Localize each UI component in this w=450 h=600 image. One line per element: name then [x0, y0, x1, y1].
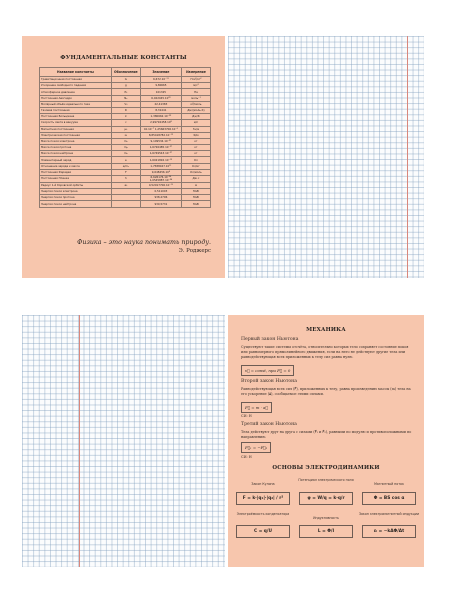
const-name: Радиус 1-й боровской орбиты — [40, 182, 112, 188]
law1-formula: v⃗ = const, при F⃗ = 0 — [241, 365, 294, 376]
const-name: Газовая постоянная — [40, 107, 112, 113]
const-name: Масса покоя электрона — [40, 138, 112, 144]
const-name: Отношение заряда к массе — [40, 163, 112, 169]
const-value: 6,626176·10⁻³⁴ 1,0545887·10⁻³⁴ — [140, 176, 181, 183]
const-name: Гравитационная постоянная — [40, 77, 112, 83]
const-value: 9,648456·10⁴ — [140, 169, 181, 175]
const-unit: м/с — [181, 120, 210, 126]
const-value: 0,52917706·10⁻¹⁰ — [140, 182, 181, 188]
const-symbol: μ₀ — [111, 126, 140, 132]
law2-text: Равнодействующая всех сил (F⃗), приложенных к телу, равна произведению массы (m) тела на его ускорение (a⃗), сообщаемое этими силами. — [241, 387, 411, 396]
const-value: 939,5731 — [140, 201, 181, 207]
const-name: Электрическая постоянная — [40, 132, 112, 138]
law3-si: СИ: Н — [241, 455, 252, 459]
const-symbol: ε₀ — [111, 132, 140, 138]
grid-page-top-right — [228, 36, 424, 278]
table-row — [40, 176, 211, 183]
margin-line — [407, 36, 408, 278]
const-unit: Дж·с — [181, 176, 210, 183]
const-unit: МэВ — [181, 195, 210, 201]
const-value: 101325 — [140, 89, 181, 95]
const-value: 9,109534·10⁻³¹ — [140, 138, 181, 144]
const-symbol: k — [111, 114, 140, 120]
const-symbol: e/mₑ — [111, 163, 140, 169]
const-symbol: g — [111, 83, 140, 89]
const-symbol: mₑ — [111, 138, 140, 144]
const-value: 1,6726485·10⁻²⁷ — [140, 145, 181, 151]
const-name: Постоянная Больцмана — [40, 114, 112, 120]
law3-text: Тела действуют друг на друга с силами (F⃗₁ и F⃗₂), равными по модулю и противоположными по направлению. — [241, 430, 412, 439]
law1-title: Первый закон Ньютона — [241, 337, 299, 342]
const-symbol: h — [111, 176, 140, 183]
const-name: Энергия покоя нейтрона — [40, 201, 112, 207]
const-unit: м³/моль — [181, 101, 210, 107]
electro-formula: Φ = BS cos α — [362, 492, 416, 505]
const-symbol: Nₐ — [111, 95, 140, 101]
const-value: 2,99792458·10⁸ — [140, 120, 181, 126]
const-value: 1,380662·10⁻²³ — [140, 114, 181, 120]
law1-text: Существуют такие системы отсчёта, относительно которых тело сохраняет состояние покоя или равномерного прямолинейного движения, если на него не действуют другие тела или равнодействующая всех приложенных к телу сил равна нулю. — [241, 345, 409, 359]
const-unit: Дж/(моль·К) — [181, 107, 210, 113]
const-unit: кг — [181, 145, 210, 151]
const-symbol: V₀ — [111, 101, 140, 107]
const-value: 6,022045·10²³ — [140, 95, 181, 101]
mechanics-cover — [228, 315, 424, 567]
electro-label: Закон электромагнитной индукции — [358, 512, 420, 516]
law2-si: СИ: Н — [241, 414, 252, 418]
const-unit: м/с² — [181, 83, 210, 89]
law2-title: Второй закон Ньютона — [241, 379, 297, 384]
const-name: Постоянная Фарадея — [40, 169, 112, 175]
const-symbol: F — [111, 169, 140, 175]
const-symbol: mₙ — [111, 151, 140, 157]
const-unit: Гн/м — [181, 126, 210, 132]
const-symbol: R — [111, 107, 140, 113]
const-unit: кг — [181, 151, 210, 157]
const-name: Постоянная Планка — [40, 176, 112, 183]
const-symbol: a₀ — [111, 182, 140, 188]
const-value: 22,41383 — [140, 101, 181, 107]
const-unit: Кл/моль — [181, 169, 210, 175]
const-unit: МэВ — [181, 189, 210, 195]
const-name: Скорость света в вакууме — [40, 120, 112, 126]
const-name: Ускорение свободного падения — [40, 83, 112, 89]
const-name: Молярный объём идеального газа — [40, 101, 112, 107]
const-symbol: mₚ — [111, 145, 140, 151]
electro-formula: φ = W/q = k·q/r — [299, 492, 353, 505]
electro-title: ОСНОВЫ ЭЛЕКТРОДИНАМИКИ — [272, 465, 380, 471]
const-value: 938,2796 — [140, 195, 181, 201]
electro-label: Потенциал электрического поля — [298, 478, 354, 482]
const-unit: кг — [181, 138, 210, 144]
law3-formula: F⃗₁ = −F⃗₂ — [241, 442, 271, 453]
col-value: Значение — [140, 68, 181, 77]
electro-formula: F = k·|q₁|·|q₂| / r² — [236, 492, 290, 505]
const-unit: Па — [181, 89, 210, 95]
constants-body — [40, 77, 211, 208]
const-name: Элементарный заряд — [40, 157, 112, 163]
const-symbol: G — [111, 77, 140, 83]
col-unit: Измерение — [181, 68, 210, 77]
const-name: Магнитная постоянная — [40, 126, 112, 132]
const-name: Масса покоя нейтрона — [40, 151, 112, 157]
const-value: 0,511003 — [140, 189, 181, 195]
col-name: Название константы — [40, 68, 112, 77]
table-row — [40, 201, 211, 207]
const-value: 9,80665 — [140, 83, 181, 89]
const-value: 6,672·10⁻¹¹ — [140, 77, 181, 83]
electro-label: Магнитный поток — [374, 482, 404, 486]
const-name: Атмосферное давление — [40, 89, 112, 95]
const-symbol: P₀ — [111, 89, 140, 95]
const-unit: Н·м²/кг² — [181, 77, 210, 83]
constants-title: ФУНДАМЕНТАЛЬНЫЕ КОНСТАНТЫ — [60, 55, 187, 61]
law2-formula: F⃗ = m · a⃗ — [241, 402, 272, 413]
const-value: 8,85418782·10⁻¹² — [140, 132, 181, 138]
electro-formula: εᵢ = −kΔΦ/Δt — [362, 525, 416, 538]
quote-author: Э. Роджерс — [178, 248, 211, 254]
const-unit: м — [181, 182, 210, 188]
quote-block — [31, 238, 211, 256]
electro-label: Закон Кулона — [251, 482, 275, 486]
const-value: 8,31441 — [140, 107, 181, 113]
const-unit: Ф/м — [181, 132, 210, 138]
const-unit: Кл/кг — [181, 163, 210, 169]
electro-label: Индуктивность — [313, 516, 339, 520]
const-unit: МэВ — [181, 201, 210, 207]
const-unit: Дж/К — [181, 114, 210, 120]
const-name: Постоянная Авогадро — [40, 95, 112, 101]
const-symbol: e — [111, 157, 140, 163]
electro-formula: C = q/U — [236, 525, 290, 538]
const-name: Энергия покоя протона — [40, 195, 112, 201]
const-symbol — [111, 201, 140, 207]
constants-cover — [22, 36, 225, 278]
constants-header-row — [40, 68, 211, 77]
const-value: 4π·10⁻⁷ 1,25663706·10⁻⁶ — [140, 126, 181, 132]
grid-page-bottom-left — [22, 315, 225, 567]
const-unit: моль⁻¹ — [181, 95, 210, 101]
const-symbol: c — [111, 120, 140, 126]
const-name: Масса покоя протона — [40, 145, 112, 151]
constants-table — [39, 67, 211, 208]
col-symbol: Обозначение — [111, 68, 140, 77]
const-unit: Кл — [181, 157, 210, 163]
const-value: 1,7588047·10¹¹ — [140, 163, 181, 169]
quote-text: Физика – это наука понимать природу. — [77, 239, 211, 246]
margin-line — [79, 315, 80, 567]
const-value: 1,6021892·10⁻¹⁹ — [140, 157, 181, 163]
law3-title: Третий закон Ньютона — [241, 422, 297, 427]
electro-formula: L = Φ/I — [299, 525, 353, 538]
const-name: Энергия покоя электрона — [40, 189, 112, 195]
electro-label: Электроёмкость конденсатора — [236, 512, 290, 516]
const-value: 1,6749543·10⁻²⁷ — [140, 151, 181, 157]
mechanics-title: МЕХАНИКА — [306, 327, 346, 333]
